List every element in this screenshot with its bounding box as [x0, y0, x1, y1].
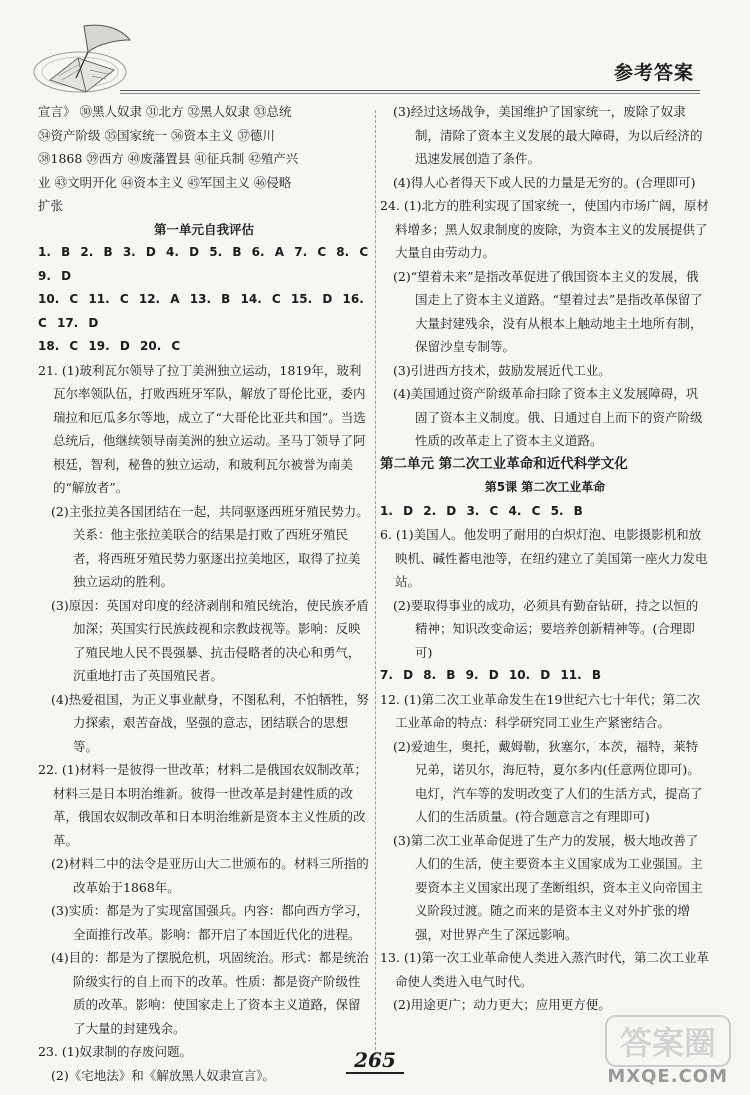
right-column-line: (2)要取得事业的成功，必须具有勤奋钻研，持之以恒的精神；知识改变命运；要培养创新精神等。(合理即可) — [393, 597, 699, 660]
left-column-line: (2)材料二中的法令是亚历山大二世颁布的。材料三所指的改革始于1868年。 — [51, 856, 369, 895]
right-column-line: 13. (1)第一次工业革命使人类进入蒸汽时代，第二次工业革命使人类进入电气时代。 — [380, 950, 710, 989]
column-divider — [375, 110, 376, 1060]
right-column-line: (4)美国通过资产阶级革命扫除了资本主义发展障碍，巩固了资本主义制度。俄、日通过自上而下的资产阶级性质的改革走上了资本主义道路。 — [393, 386, 703, 448]
header-rule-thin — [120, 93, 700, 94]
left-column-line: 第一单元自我评估 — [153, 221, 254, 237]
right-column — [380, 100, 710, 1017]
left-column-line: 业 ㊸文明开化 ㊹资本主义 ㊺军国主义 ㊻侵略 — [38, 174, 292, 190]
right-column-line: 第5课 第二次工业革命 — [484, 480, 606, 494]
right-column-line: (3)引进西方技术，鼓励发展近代工业。 — [393, 362, 611, 378]
left-column-line: 1. B 2. B 3. D 4. D 5. B 6. A 7. C 8. C 9. D — [38, 245, 369, 283]
page-title: 参考答案 — [613, 62, 694, 84]
right-column-line: (2)“望着未来”是指改革促进了俄国资本主义的发展，俄国走上了资本主义道路。“望着过去”是指改革保留了大量封建残余，没有从根本上触动地主土地所有制，保留沙皇专制等。 — [393, 268, 703, 354]
left-column-line: 22. (1)材料一是彼得一世改革；材料二是俄国农奴制改革；材料三是日本明治维新。彼得一世改革是封建性质的改革，俄国农奴制改革和日本明治维新是资本主义性质的改革。 — [38, 762, 368, 848]
left-column-line: ㊳1868 ㊴西方 ㊵废藩置县 ㊶征兵制 ㊷殖产兴 — [38, 151, 299, 166]
page-header — [0, 0, 750, 100]
book-quill-logo-icon — [28, 18, 138, 100]
watermark-logo-text: 答案圈 — [619, 1024, 717, 1062]
left-column-line: (3)实质：都是为了实现富国强兵。内容：都向西方学习，全面推行改革。影响：都开启了本国近代化的进程。 — [51, 903, 369, 942]
left-column-line: ㉞资产阶级 ㉟国家统一 ㊱资本主义 ㊲德川 — [38, 127, 275, 143]
page-number-text: 265 — [346, 1048, 404, 1074]
header-rule — [120, 90, 700, 91]
right-column-line: (3)第二次工业革命促进了生产力的发展，极大地改善了人们的生活，使主要资本主义国家成为工业强国。主要资本主义国家出现了垄断组织，资本主义向帝国主义阶段过渡。随之而来的是资本主义对外扩张的增强，对世界产生了深远影响。 — [393, 832, 703, 942]
left-column-line: (3)原因：英国对印度的经济剥削和殖民统治，使民族矛盾加深；英国实行民族歧视和宗教歧视等。影响：反映了殖民地人民不畏强暴、抗击侵略者的决心和勇气，沉重地打击了英国殖民者。 — [51, 597, 369, 683]
left-column-line: (4)热爱祖国，为正义事业献身，不图私利，不怕牺牲，努力探索，艰苦奋战，坚强的意志，团结联合的思想等。 — [51, 691, 369, 754]
left-column-line: 18. C 19. D 20. C — [38, 339, 181, 353]
right-column-line: 24. (1)北方的胜利实现了国家统一，使国内市场广阔，原材料增多；黑人奴隶制度的废除，为资本主义的发展提供了大量自由劳动力。 — [380, 198, 710, 260]
right-column-line: (4)得人心者得天下或人民的力量是无穷的。(合理即可) — [393, 174, 696, 190]
right-column-line: 6. (1)美国人。他发明了耐用的白炽灯泡、电影摄影机和放映机、碱性蓄电池等，在纽约建立了美国第一座火力发电站。 — [380, 527, 708, 589]
left-column-line: (4)目的：都是为了摆脱危机，巩固统治。形式：都是统治阶级实行的自上而下的改革。性质：都是资产阶级性质的改革。影响：使国家走上了资本主义道路，保留了大量的封建残余。 — [51, 950, 369, 1036]
watermark-site-text: MXQE.COM — [607, 1066, 728, 1087]
right-column-line: 第二单元 第二次工业革命和近代科学文化 — [380, 455, 628, 472]
left-column-line: (2)主张拉美各国团结在一起，共同驱逐西班牙殖民势力。关系：他主张拉美联合的结果是打败了西班牙殖民者，将西班牙殖民势力驱逐出拉美地区，取得了拉美独立运动的胜利。 — [51, 503, 369, 589]
right-column-line: (2)爱迪生，奥托，戴姆勒，狄塞尔，本茨，福特，莱特兄弟，诺贝尔，海厄特，夏尔多内(任意两位即可)。电灯，汽车等的发明改变了人们的生活方式，提高了人们的生活质量。(符合题意言之有理即可) — [393, 738, 703, 824]
left-column-line: 23. (1)奴隶制的存废问题。 — [38, 1044, 193, 1059]
left-column-line: 10. C 11. C 12. A 13. B 14. C 15. D 16. C 17. D — [38, 292, 364, 330]
right-column-line: 7. D 8. B 9. D 10. D 11. B — [380, 668, 602, 682]
left-column-line: 21. (1)玻利瓦尔领导了拉丁美洲独立运动，1819年，玻利瓦尔率领队伍，打败西班牙军队，解放了哥伦比亚，委内瑞拉和厄瓜多尔等地，成立了“大哥伦比亚共和国”。当选总统后，他继续领导南美洲的独立运动。圣马丁领导了阿根廷，智利，秘鲁的独立运动，和玻利瓦尔被誉为南美的“解放者”。 — [38, 362, 366, 495]
right-column-line: (2)用途更广；动力更大；应用更方便。 — [393, 997, 611, 1012]
left-column — [38, 100, 370, 1087]
left-column-line: 扩张 — [38, 198, 64, 213]
left-column-line: (2)《宅地法》和《解放黑人奴隶宣言》。 — [51, 1067, 275, 1083]
right-column-line: 12. (1)第二次工业革命发生在19世纪六七十年代；第二次工业革命的特点：科学研究同工业生产紧密结合。 — [380, 691, 700, 730]
right-column-line: 1. D 2. D 3. C 4. C 5. B — [380, 503, 583, 518]
left-column-line: 宣言》 ㉚黑人奴隶 ㉛北方 ㉜黑人奴隶 ㉝总统 — [38, 104, 292, 119]
right-column-line: (3)经过这场战争，美国维护了国家统一，废除了奴隶制，清除了资本主义发展的最大障碍，为以后经济的迅速发展创造了条件。 — [393, 104, 703, 166]
